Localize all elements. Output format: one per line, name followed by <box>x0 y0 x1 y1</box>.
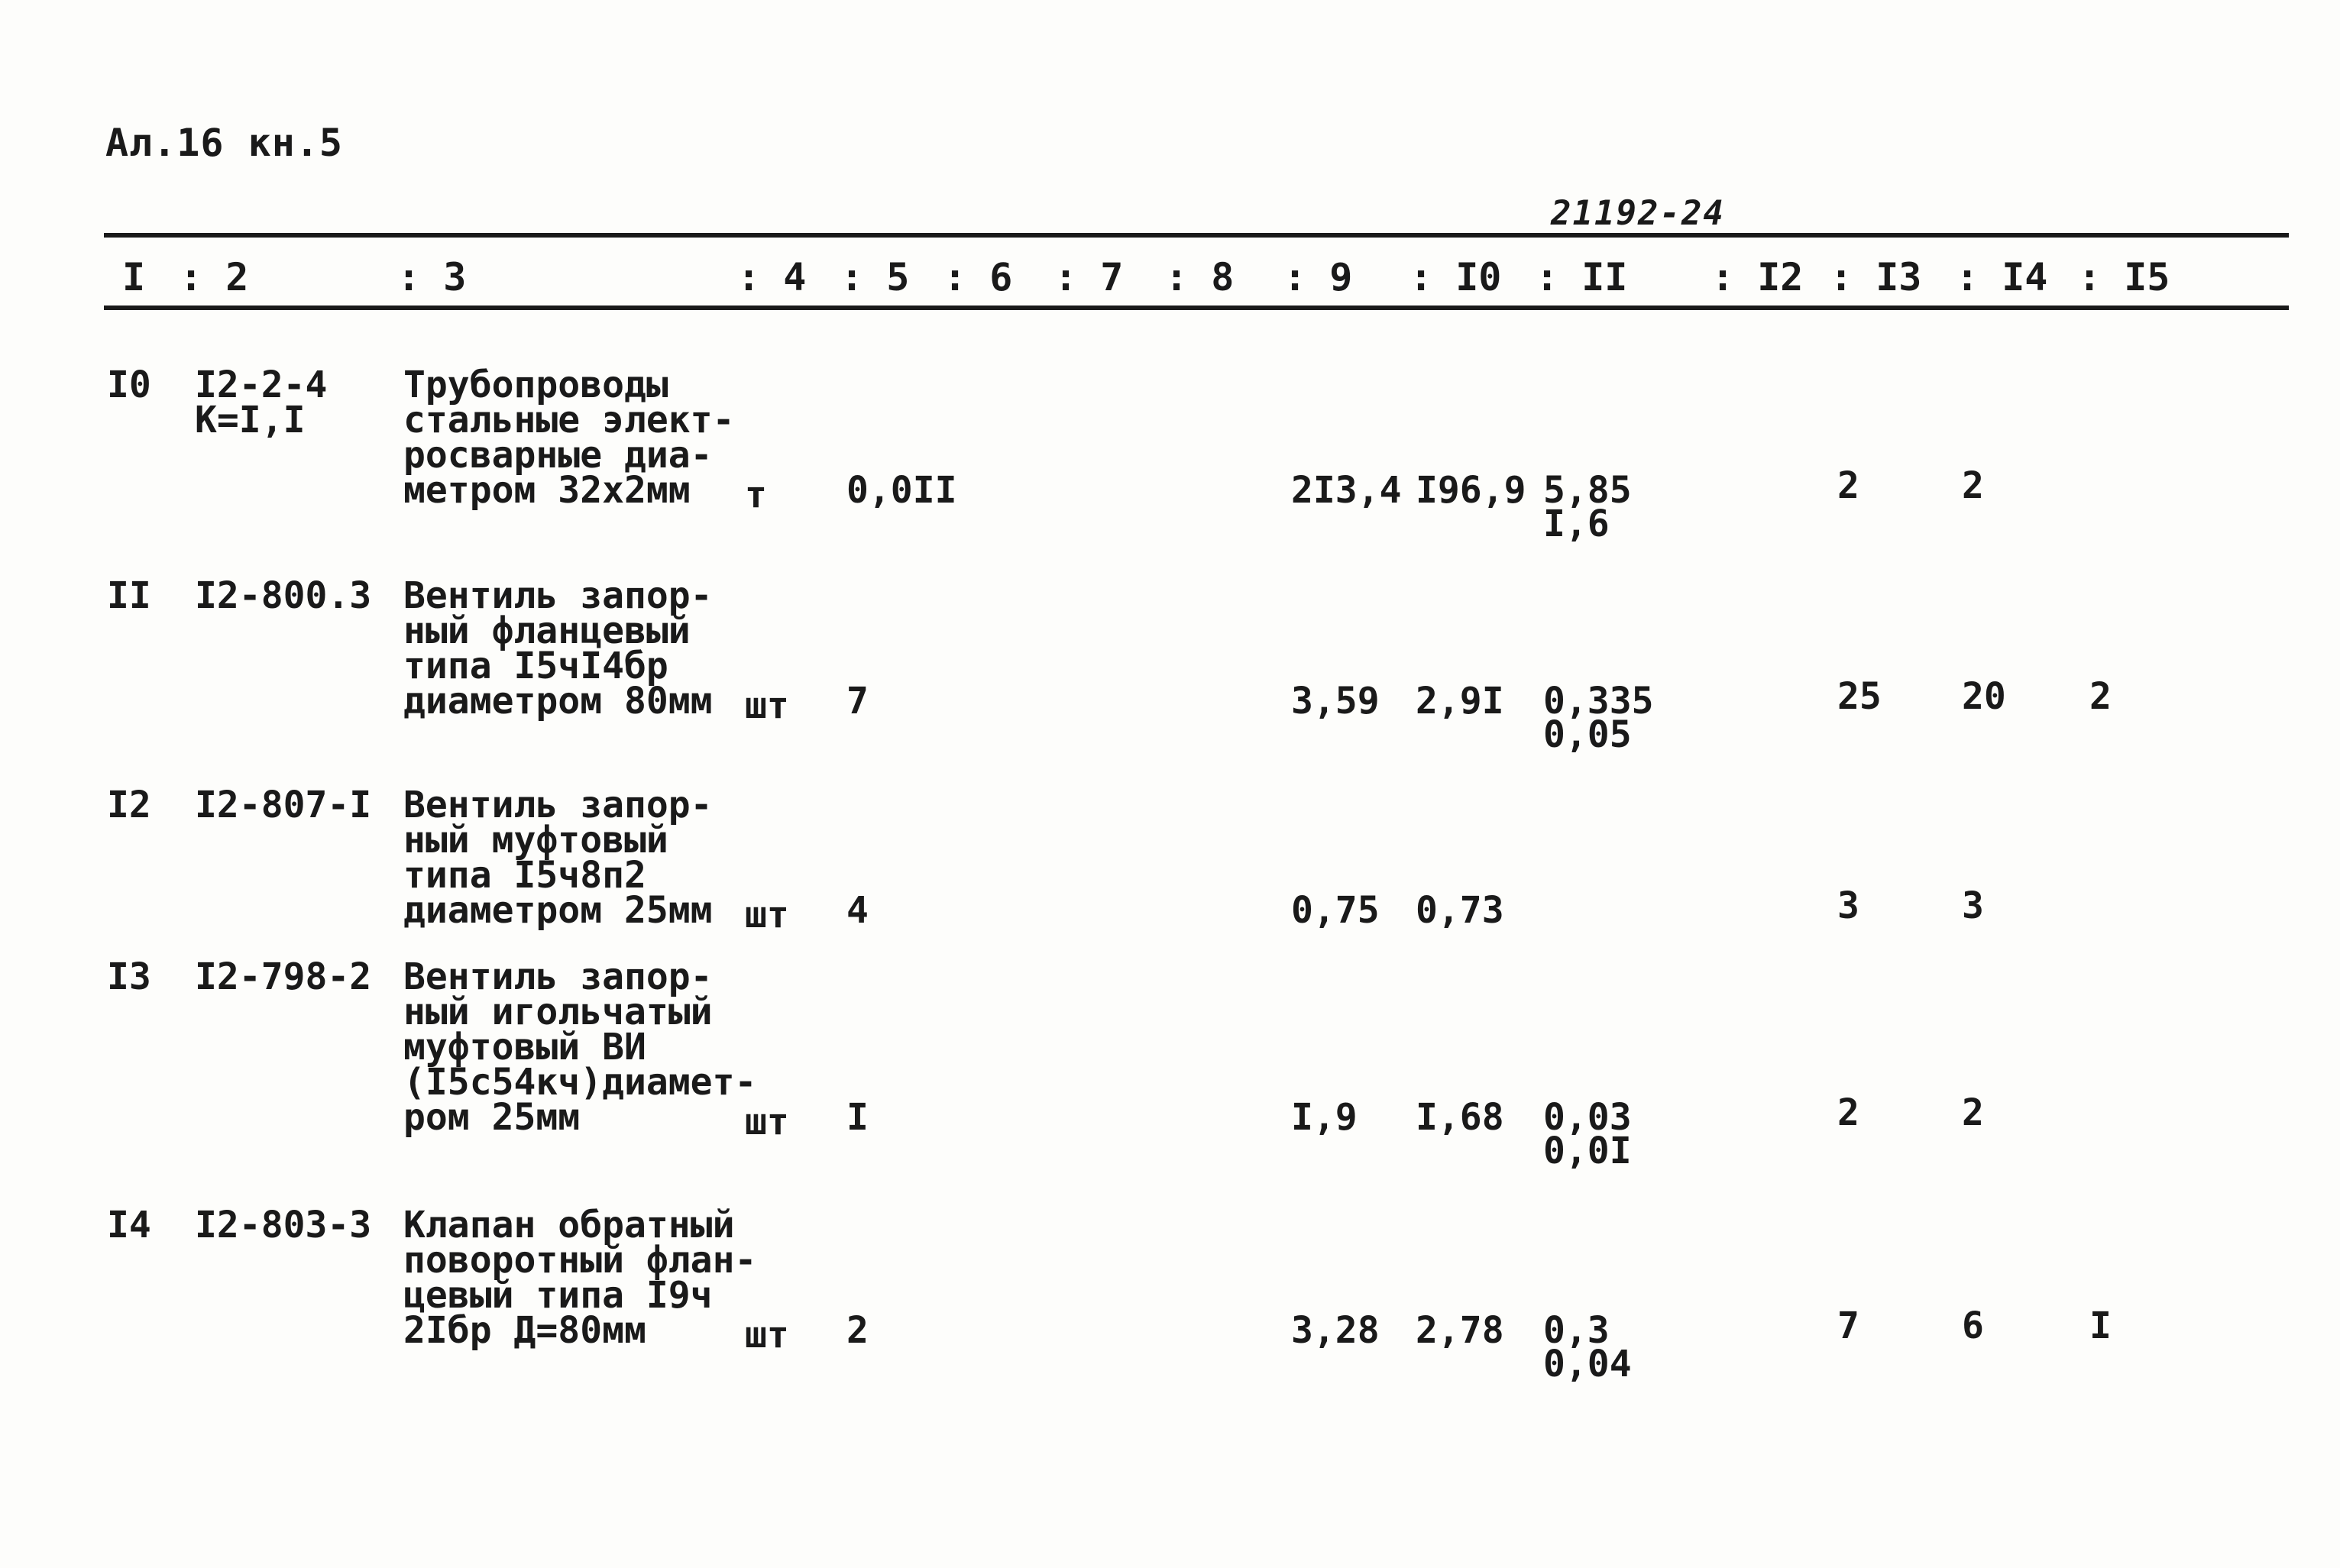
row-col10: I96,9 <box>1416 469 1526 512</box>
row-number: II <box>107 574 151 617</box>
row-description: ный фланцевый <box>403 609 691 652</box>
column-header-7: : 7 <box>1054 255 1124 299</box>
document-reference: Ал.16 кн.5 <box>105 121 344 165</box>
column-header-11: : II <box>1536 255 1628 299</box>
row-col11: 0,0I <box>1543 1130 1632 1172</box>
row-number: I0 <box>107 364 151 406</box>
row-description: метром 32х2мм <box>403 469 691 512</box>
row-number: I4 <box>107 1204 151 1246</box>
row-unit: шт <box>745 684 789 727</box>
row-col10: 0,73 <box>1416 889 1504 932</box>
row-col11: 0,335 <box>1543 680 1654 723</box>
row-description: типа I5чI4бр <box>403 645 668 687</box>
column-header-3: : 3 <box>397 255 467 299</box>
row-description: Вентиль запор- <box>403 955 713 998</box>
row-col13: 2 <box>1837 464 1859 507</box>
row-col13: 25 <box>1837 675 1882 718</box>
column-header-12: : I2 <box>1711 255 1804 299</box>
row-description: диаметром 80мм <box>403 680 713 723</box>
row-description: диаметром 25мм <box>403 889 713 932</box>
row-unit: шт <box>745 1314 789 1356</box>
row-code: I2-803-3 <box>195 1204 372 1246</box>
row-col13: 2 <box>1837 1091 1859 1134</box>
row-col14: 6 <box>1962 1305 1984 1347</box>
column-header-8: : 8 <box>1165 255 1235 299</box>
row-col11: 0,03 <box>1543 1096 1632 1139</box>
row-col11: I,6 <box>1543 503 1610 545</box>
row-description: Вентиль запор- <box>403 784 713 826</box>
row-col11: 0,05 <box>1543 713 1632 756</box>
document-number: 21192-24 <box>1551 194 1725 233</box>
row-unit: шт <box>745 894 789 936</box>
row-col9: 3,28 <box>1291 1309 1380 1352</box>
row-description: муфтовый ВИ <box>403 1026 646 1069</box>
row-col13: 7 <box>1837 1305 1859 1347</box>
column-header-2: : 2 <box>180 255 249 299</box>
row-description: ный игольчатый <box>403 991 713 1033</box>
row-description: (I5с54кч)диамет- <box>403 1061 757 1104</box>
row-col14: 3 <box>1962 884 1984 927</box>
row-quantity: 0,0II <box>846 469 957 512</box>
row-col14: 2 <box>1962 1091 1984 1134</box>
table-top-rule <box>104 233 2289 238</box>
row-quantity: 2 <box>846 1309 869 1352</box>
row-unit: шт <box>745 1101 789 1143</box>
row-description: ром 25мм <box>403 1096 581 1139</box>
row-col9: 0,75 <box>1291 889 1380 932</box>
row-col9: 3,59 <box>1291 680 1380 723</box>
row-col11: 0,3 <box>1543 1309 1610 1352</box>
row-code: К=I,I <box>195 399 306 441</box>
row-description: стальные элект- <box>403 399 735 441</box>
column-header-1: I <box>122 255 146 299</box>
row-description: цевый типа I9ч <box>403 1274 713 1317</box>
row-description: Клапан обратный <box>403 1204 735 1246</box>
row-quantity: I <box>846 1096 869 1139</box>
row-col11: 0,04 <box>1543 1343 1632 1385</box>
row-quantity: 4 <box>846 889 869 932</box>
column-header-6: : 6 <box>943 255 1013 299</box>
column-header-5: : 5 <box>840 255 910 299</box>
row-code: I2-2-4 <box>195 364 328 406</box>
row-code: I2-800.3 <box>195 574 372 617</box>
row-number: I3 <box>107 955 151 998</box>
row-col15: 2 <box>2089 675 2112 718</box>
row-col14: 20 <box>1962 675 2006 718</box>
row-description: поворотный флан- <box>403 1239 757 1282</box>
row-quantity: 7 <box>846 680 869 723</box>
row-description: типа I5ч8п2 <box>403 854 646 897</box>
row-col13: 3 <box>1837 884 1859 927</box>
column-header-13: : I3 <box>1830 255 1922 299</box>
row-col10: 2,78 <box>1416 1309 1504 1352</box>
row-number: I2 <box>107 784 151 826</box>
row-col10: 2,9I <box>1416 680 1504 723</box>
column-header-9: : 9 <box>1283 255 1353 299</box>
row-col9: 2I3,4 <box>1291 469 1402 512</box>
row-code: I2-798-2 <box>195 955 372 998</box>
row-description: Трубопроводы <box>403 364 668 406</box>
row-description: росварные диа- <box>403 434 713 477</box>
row-col14: 2 <box>1962 464 1984 507</box>
column-header-10: : I0 <box>1410 255 1502 299</box>
row-col9: I,9 <box>1291 1096 1358 1139</box>
table-header-rule <box>104 306 2289 310</box>
row-code: I2-807-I <box>195 784 372 826</box>
row-col15: I <box>2089 1305 2112 1347</box>
row-unit: т <box>745 474 767 516</box>
column-header-14: : I4 <box>1956 255 2048 299</box>
column-header-4: : 4 <box>737 255 807 299</box>
column-header-15: : I5 <box>2078 255 2170 299</box>
row-description: ный муфтовый <box>403 819 668 862</box>
row-col10: I,68 <box>1416 1096 1504 1139</box>
row-description: Вентиль запор- <box>403 574 713 617</box>
row-col11: 5,85 <box>1543 469 1632 512</box>
row-description: 2Iбр Д=80мм <box>403 1309 646 1352</box>
